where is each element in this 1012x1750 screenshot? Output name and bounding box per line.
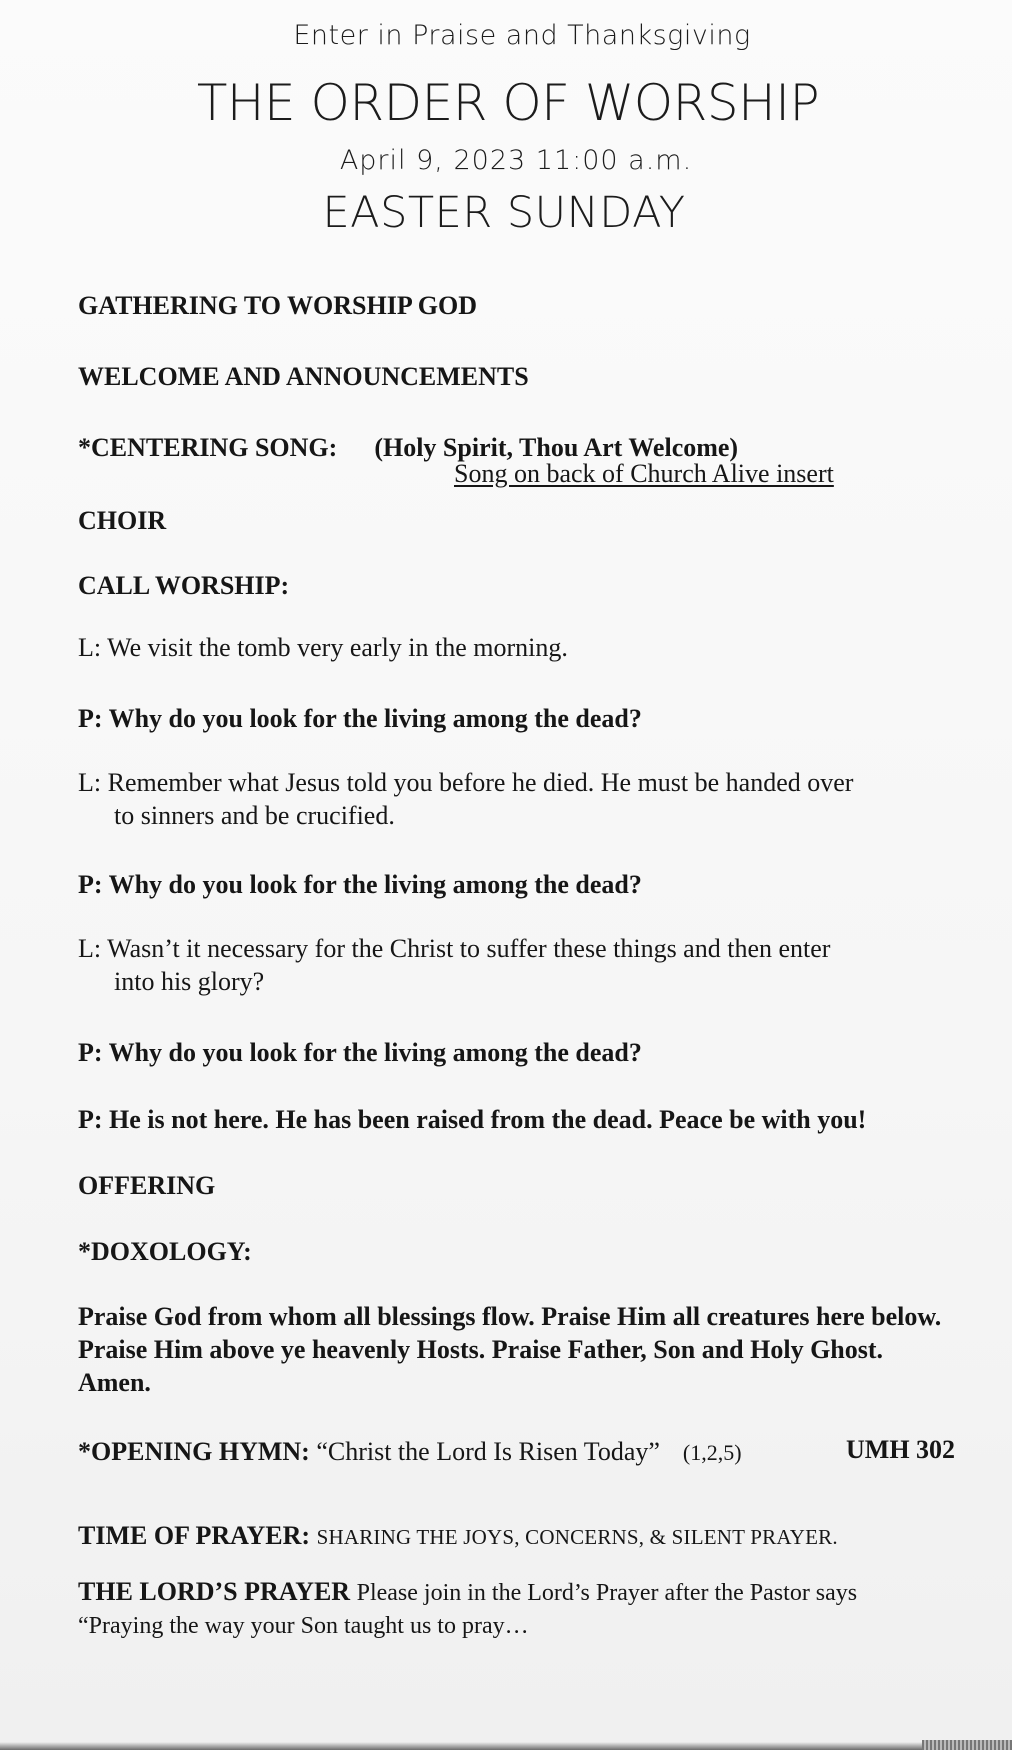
centering-song-title: (Holy Spirit, Thou Art Welcome) (374, 433, 739, 462)
opening-hymn-title: “Christ the Lord Is Risen Today” (316, 1437, 660, 1466)
opening-hymn-label: *OPENING HYMN: (78, 1437, 310, 1466)
centering-song-label: *CENTERING SONG: (78, 433, 338, 462)
litany-leader-2-line1: L: Remember what Jesus told you before he died. He must be handed over (78, 768, 854, 797)
page-corner-edge (922, 1740, 1012, 1750)
doxology-text: Praise God from whom all blessings flow. Praise Him all creatures here below. Praise Him above ye heavenly Hosts. Praise Father, Son and Holy Ghost. Amen. (78, 1302, 942, 1397)
litany-people-1: P: Why do you look for the living among the dead? (78, 704, 642, 733)
litany-people-2: P: Why do you look for the living among the dead? (78, 870, 642, 899)
service-date-time: April 9, 2023 11:00 a.m. (339, 145, 693, 176)
welcome-heading: WELCOME AND ANNOUNCEMENTS (78, 362, 529, 391)
lords-prayer-line2: “Praying the way your Son taught us to pray… (78, 1613, 529, 1639)
litany-leader-1: L: We visit the tomb very early in the morning. (78, 633, 568, 662)
litany-people-3: P: Why do you look for the living among the dead? (78, 1038, 642, 1067)
lords-prayer-label: THE LORD’S PRAYER (78, 1577, 351, 1606)
litany-leader-2-line2: to sinners and be crucified. (114, 801, 395, 830)
offering-heading: OFFERING (78, 1171, 216, 1200)
lords-prayer-row (78, 1576, 857, 1609)
page-title: THE ORDER OF WORSHIP (196, 74, 820, 132)
page-bottom-edge (0, 1742, 1012, 1750)
lords-prayer-text: Please join in the Lord’s Prayer after the Pastor says (356, 1580, 858, 1606)
time-of-prayer-label: TIME OF PRAYER: (78, 1521, 311, 1550)
doxology-heading: *DOXOLOGY: (78, 1237, 252, 1266)
call-worship-heading: CALL WORSHIP: (78, 571, 290, 600)
litany-leader-3-line2: into his glory? (114, 967, 265, 996)
opening-hymn-row (78, 1436, 742, 1469)
opening-hymn-verses: (1,2,5) (682, 1440, 742, 1465)
time-of-prayer-row (78, 1520, 838, 1553)
litany-leader-3-line1: L: Wasn’t it necessary for the Christ to suffer these things and then enter (78, 934, 831, 963)
occasion-title: EASTER SUNDAY (322, 188, 686, 238)
opening-hymn-number: UMH 302 (846, 1435, 956, 1464)
choir-heading: CHOIR (78, 506, 167, 535)
time-of-prayer-text: SHARING THE JOYS, CONCERNS, & SILENT PRAYER. (316, 1525, 838, 1549)
litany-people-4: P: He is not here. He has been raised from the dead. Peace be with you! (78, 1105, 867, 1134)
centering-song-note: Song on back of Church Alive insert (454, 459, 834, 488)
tagline: Enter in Praise and Thanksgiving (293, 20, 751, 51)
gathering-heading: GATHERING TO WORSHIP GOD (78, 291, 478, 320)
